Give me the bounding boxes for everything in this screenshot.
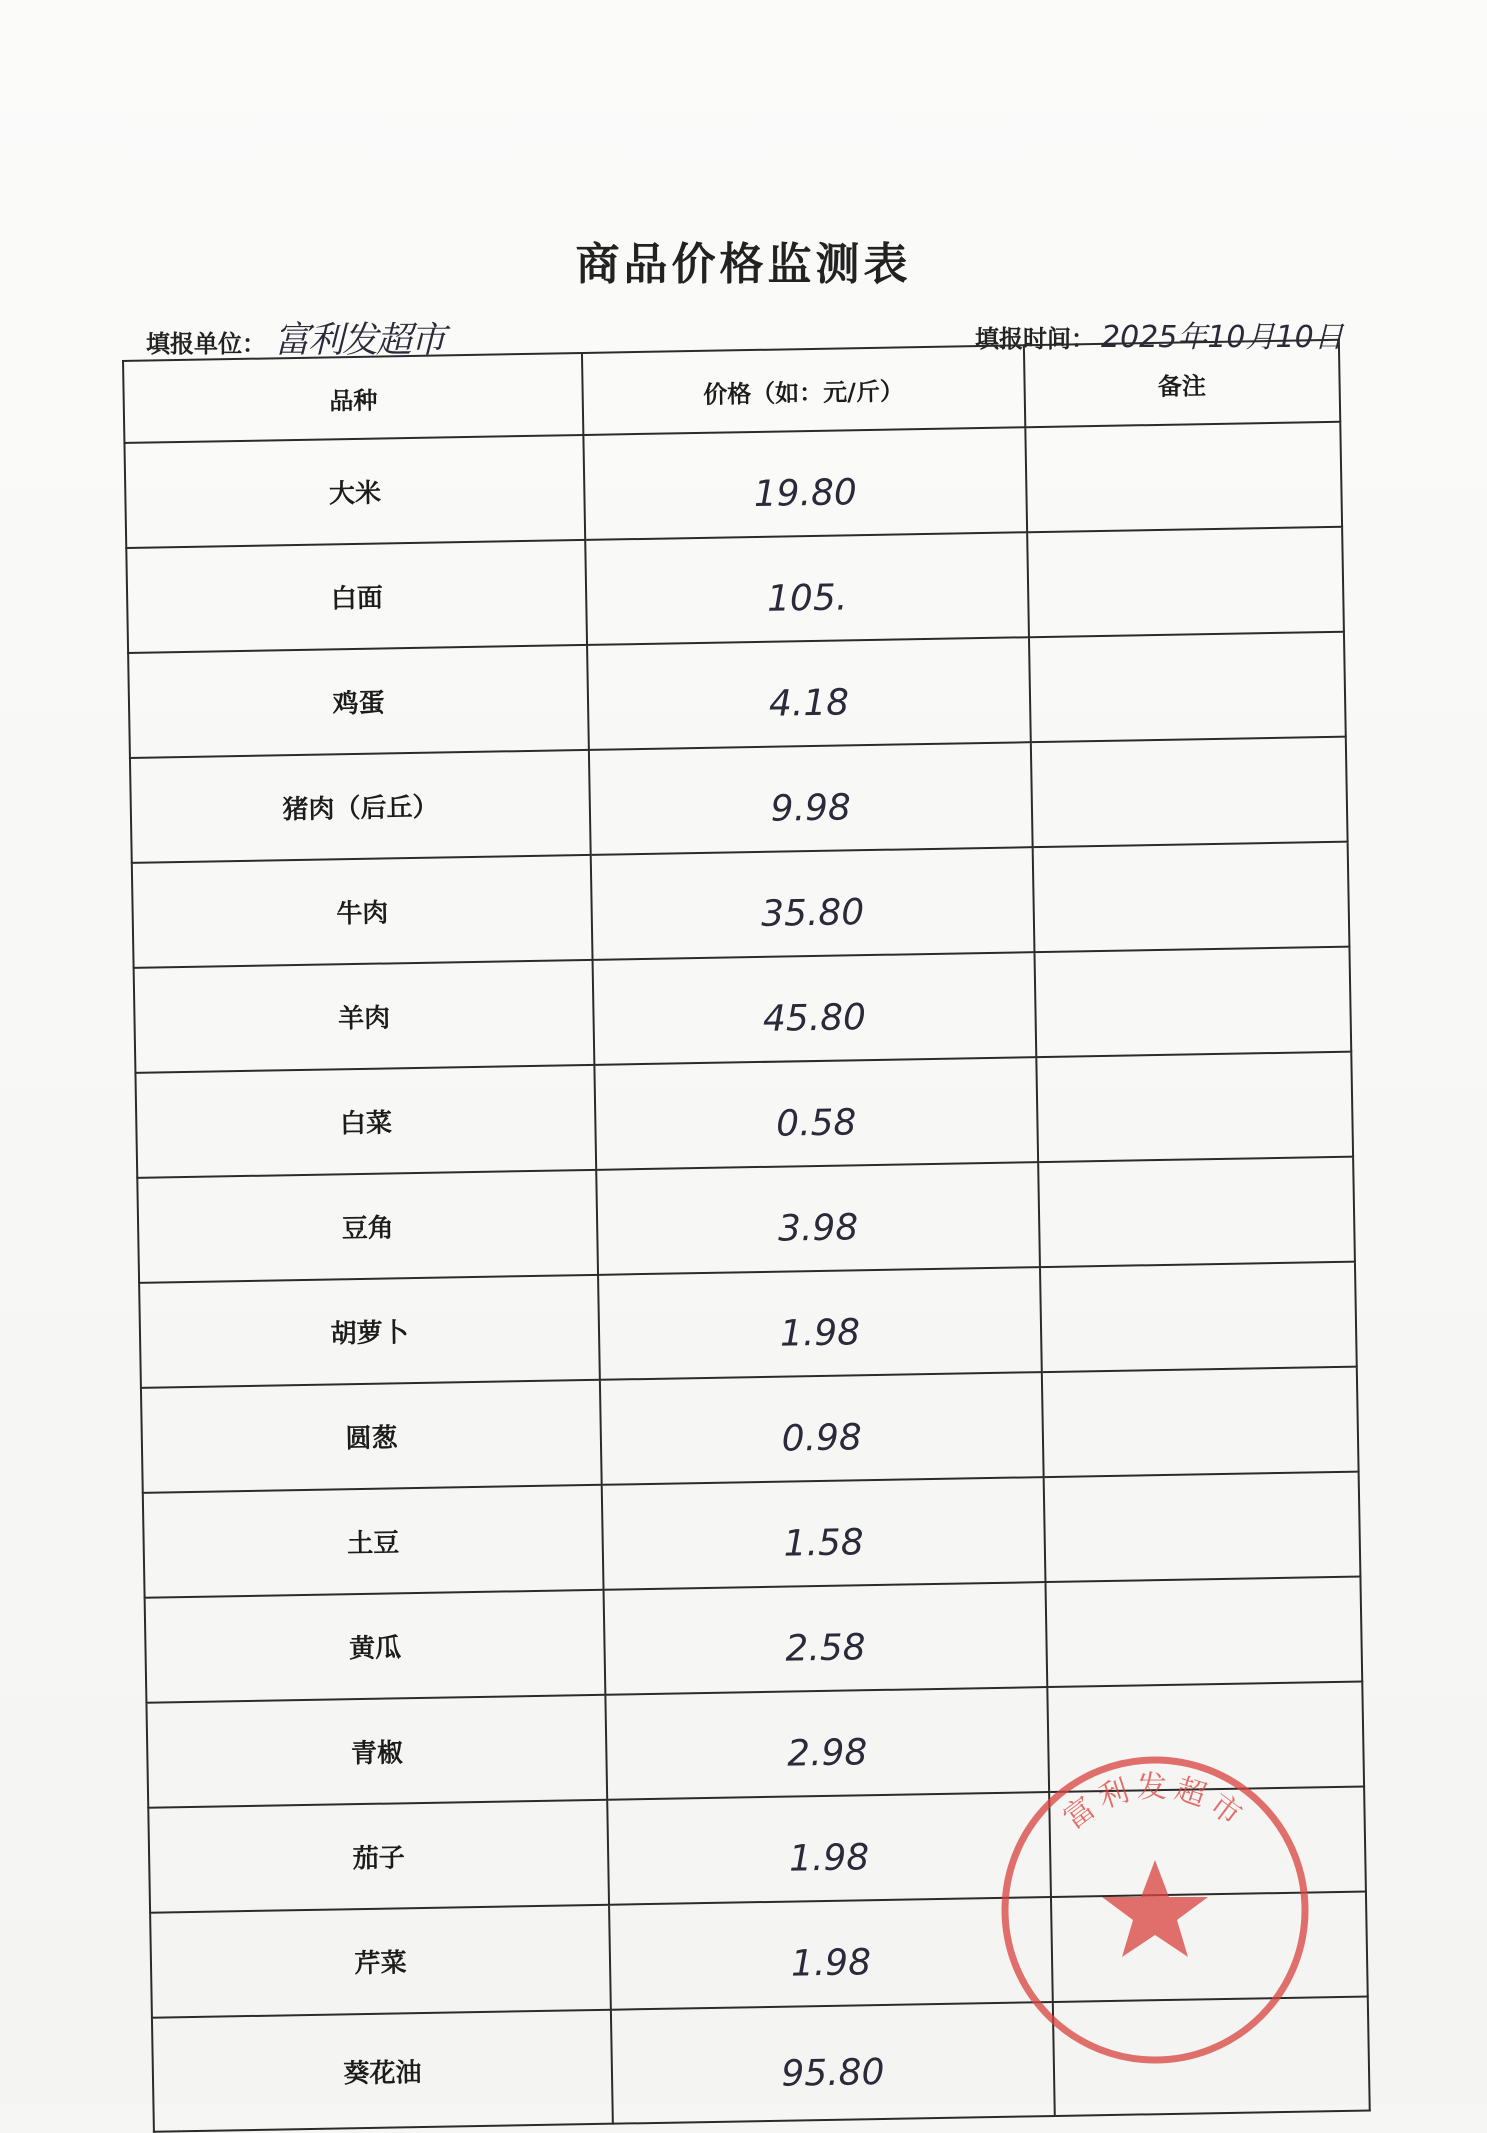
price-cell: 2.98 <box>606 1687 1049 1800</box>
item-cell: 胡萝卜 <box>139 1275 600 1388</box>
header-price: 价格（如：元/斤） <box>582 345 1025 435</box>
price-cell: 1.98 <box>598 1267 1041 1380</box>
fill-time-label: 填报时间： <box>975 324 1095 353</box>
price-cell: 45.80 <box>593 952 1036 1065</box>
note-cell <box>1045 1577 1362 1687</box>
item-cell: 大米 <box>124 435 585 548</box>
item-cell: 羊肉 <box>134 960 595 1073</box>
note-cell <box>1032 842 1349 952</box>
note-cell <box>1027 527 1344 637</box>
header-note: 备注 <box>1023 340 1340 427</box>
item-cell: 黄瓜 <box>145 1590 606 1703</box>
price-cell: 35.80 <box>591 847 1034 960</box>
item-cell: 青椒 <box>146 1695 607 1808</box>
price-cell: 1.58 <box>602 1477 1045 1590</box>
seal-star-icon <box>1102 1860 1208 1957</box>
item-cell: 葵花油 <box>152 2010 613 2132</box>
filler-unit-label: 填报单位： <box>146 329 266 358</box>
item-cell: 豆角 <box>137 1170 598 1283</box>
note-cell <box>1040 1262 1357 1372</box>
note-cell <box>1043 1472 1360 1582</box>
price-cell: 0.58 <box>595 1057 1038 1170</box>
item-cell: 芹菜 <box>150 1905 611 2018</box>
price-cell: 19.80 <box>584 427 1027 540</box>
note-cell <box>1041 1367 1358 1477</box>
item-cell: 圆葱 <box>141 1380 602 1493</box>
note-cell <box>1034 947 1351 1057</box>
header-item: 品种 <box>123 353 584 443</box>
price-cell: 95.80 <box>611 2002 1054 2124</box>
price-cell: 0.98 <box>600 1372 1043 1485</box>
note-cell <box>1038 1157 1355 1267</box>
price-cell: 4.18 <box>587 637 1030 750</box>
seal-text: 富利发超市 <box>1057 1769 1253 1837</box>
item-cell: 牛肉 <box>132 855 593 968</box>
filler-unit-value: 富利发超市 <box>274 320 445 361</box>
note-cell <box>1036 1052 1353 1162</box>
price-cell: 9.98 <box>589 742 1032 855</box>
item-cell: 白面 <box>126 540 587 653</box>
item-cell: 猪肉（后丘） <box>130 750 591 863</box>
price-cell: 2.58 <box>604 1582 1047 1695</box>
item-cell: 鸡蛋 <box>128 645 589 758</box>
price-cell: 1.98 <box>607 1792 1050 1905</box>
price-cell: 3.98 <box>596 1162 1039 1275</box>
price-cell: 1.98 <box>609 1897 1052 2010</box>
price-cell: 105. <box>585 532 1028 645</box>
item-cell: 茄子 <box>148 1800 609 1913</box>
official-seal <box>990 1745 1320 2075</box>
item-cell: 白菜 <box>135 1065 596 1178</box>
note-cell <box>1030 737 1347 847</box>
item-cell: 土豆 <box>143 1485 604 1598</box>
note-cell <box>1029 632 1346 742</box>
page-title: 商品价格监测表 <box>575 239 912 290</box>
note-cell <box>1025 422 1342 532</box>
fill-time-value: 2025年10月10日 <box>1101 320 1344 355</box>
